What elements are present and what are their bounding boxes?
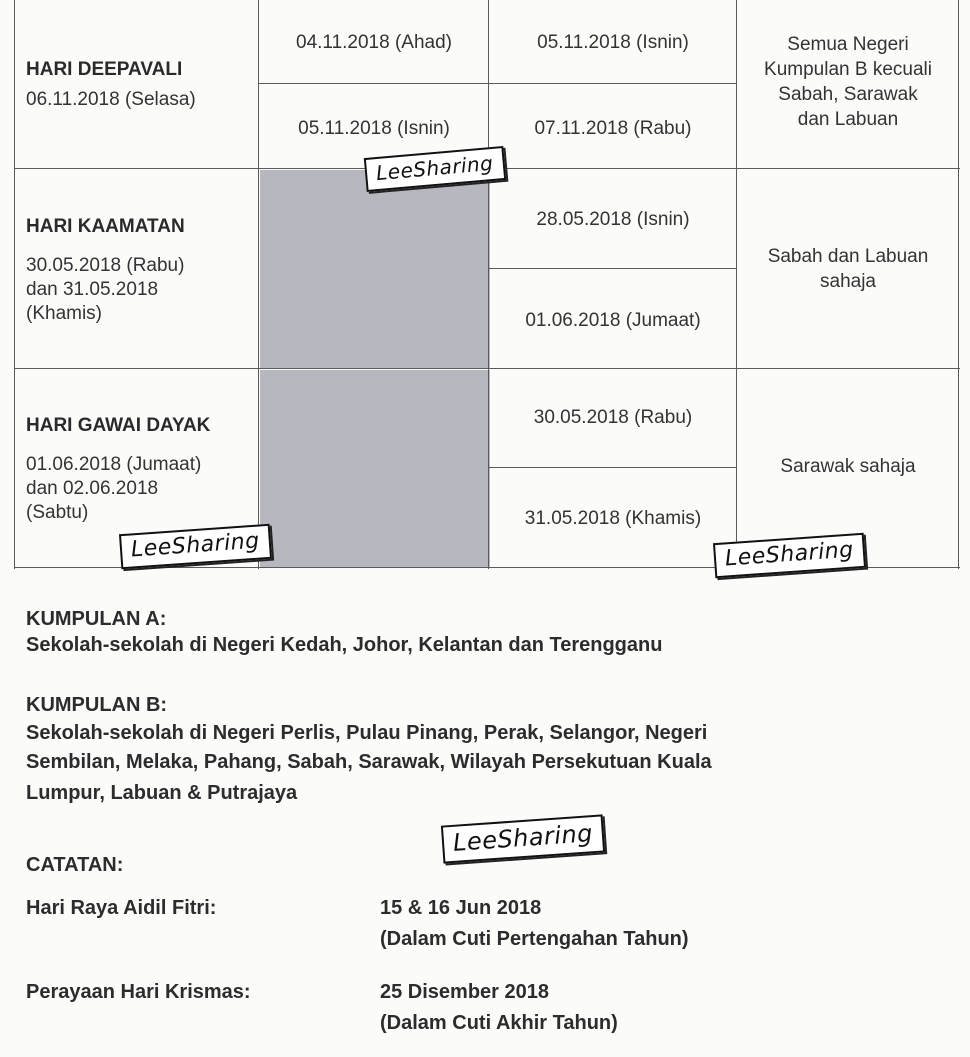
group-b-heading: KUMPULAN B: — [26, 694, 168, 716]
column-divider — [488, 0, 489, 569]
watermark-stamp: LeeSharing — [441, 814, 605, 863]
group-b-text-line: Sekolah-sekolah di Negeri Perlis, Pulau Pinang, Perak, Selangor, Negeri — [26, 722, 708, 744]
holiday-name: HARI GAWAI DAYAK — [26, 415, 211, 436]
holiday-date: 06.11.2018 (Selasa) — [26, 89, 196, 110]
date-cell: 28.05.2018 (Isnin) — [536, 209, 690, 230]
subrow-divider — [258, 83, 736, 84]
notes-heading: CATATAN: — [26, 854, 124, 876]
shaded-cell-kaamatan — [260, 170, 490, 368]
table-right-border — [958, 0, 959, 569]
note-label: Hari Raya Aidil Fitri: — [26, 897, 217, 919]
region-cell-line: Kumpulan B kecuali — [764, 59, 932, 80]
holiday-date: 30.05.2018 (Rabu) — [26, 255, 185, 276]
date-cell: 05.11.2018 (Isnin) — [537, 32, 689, 53]
holiday-date: (Sabtu) — [26, 502, 89, 523]
holiday-name: HARI KAAMATAN — [26, 216, 185, 237]
shaded-cell-gawai — [260, 370, 490, 568]
subrow-divider — [488, 467, 736, 468]
region-cell-line: sahaja — [820, 271, 876, 292]
group-a-text: Sekolah-sekolah di Negeri Kedah, Johor, Kelantan dan Terengganu — [26, 634, 663, 656]
watermark-stamp: LeeSharing — [713, 533, 866, 578]
subrow-divider — [488, 268, 736, 269]
date-cell: 05.11.2018 (Isnin) — [298, 118, 450, 139]
watermark-stamp: LeeSharing — [119, 524, 272, 569]
holiday-date: dan 02.06.2018 — [26, 478, 159, 499]
region-cell-line: dan Labuan — [797, 109, 899, 130]
note-value: (Dalam Cuti Akhir Tahun) — [380, 1012, 618, 1034]
region-cell-line: Sabah, Sarawak — [778, 84, 918, 105]
region-cell-line: Sabah dan Labuan — [767, 246, 929, 267]
date-cell: 04.11.2018 (Ahad) — [296, 32, 452, 53]
holiday-date: (Khamis) — [26, 303, 103, 324]
row-divider — [14, 368, 960, 369]
date-cell: 07.11.2018 (Rabu) — [534, 118, 692, 139]
column-divider — [736, 0, 737, 569]
date-cell: 01.06.2018 (Jumaat) — [525, 310, 701, 331]
holiday-table — [14, 0, 960, 569]
table-left-border — [14, 0, 15, 569]
group-b-text-line: Sembilan, Melaka, Pahang, Sabah, Sarawak, Wilayah Persekutuan Kuala — [26, 751, 712, 773]
note-label: Perayaan Hari Krismas: — [26, 981, 251, 1003]
holiday-date: 01.06.2018 (Jumaat) — [26, 454, 202, 475]
note-value: 25 Disember 2018 — [380, 981, 550, 1003]
holiday-name: HARI DEEPAVALI — [26, 59, 183, 80]
holiday-date: dan 31.05.2018 — [26, 279, 159, 300]
column-divider — [258, 0, 259, 569]
region-cell-line: Sarawak sahaja — [780, 456, 916, 477]
date-cell: 30.05.2018 (Rabu) — [533, 407, 693, 428]
date-cell: 31.05.2018 (Khamis) — [524, 508, 702, 529]
note-value: (Dalam Cuti Pertengahan Tahun) — [380, 928, 689, 950]
note-value: 15 & 16 Jun 2018 — [380, 897, 542, 919]
watermark-stamp: LeeSharing — [364, 146, 506, 192]
region-cell-line: Semua Negeri — [787, 34, 909, 55]
group-b-text-line: Lumpur, Labuan & Putrajaya — [26, 782, 298, 804]
group-a-heading: KUMPULAN A: — [26, 608, 167, 630]
